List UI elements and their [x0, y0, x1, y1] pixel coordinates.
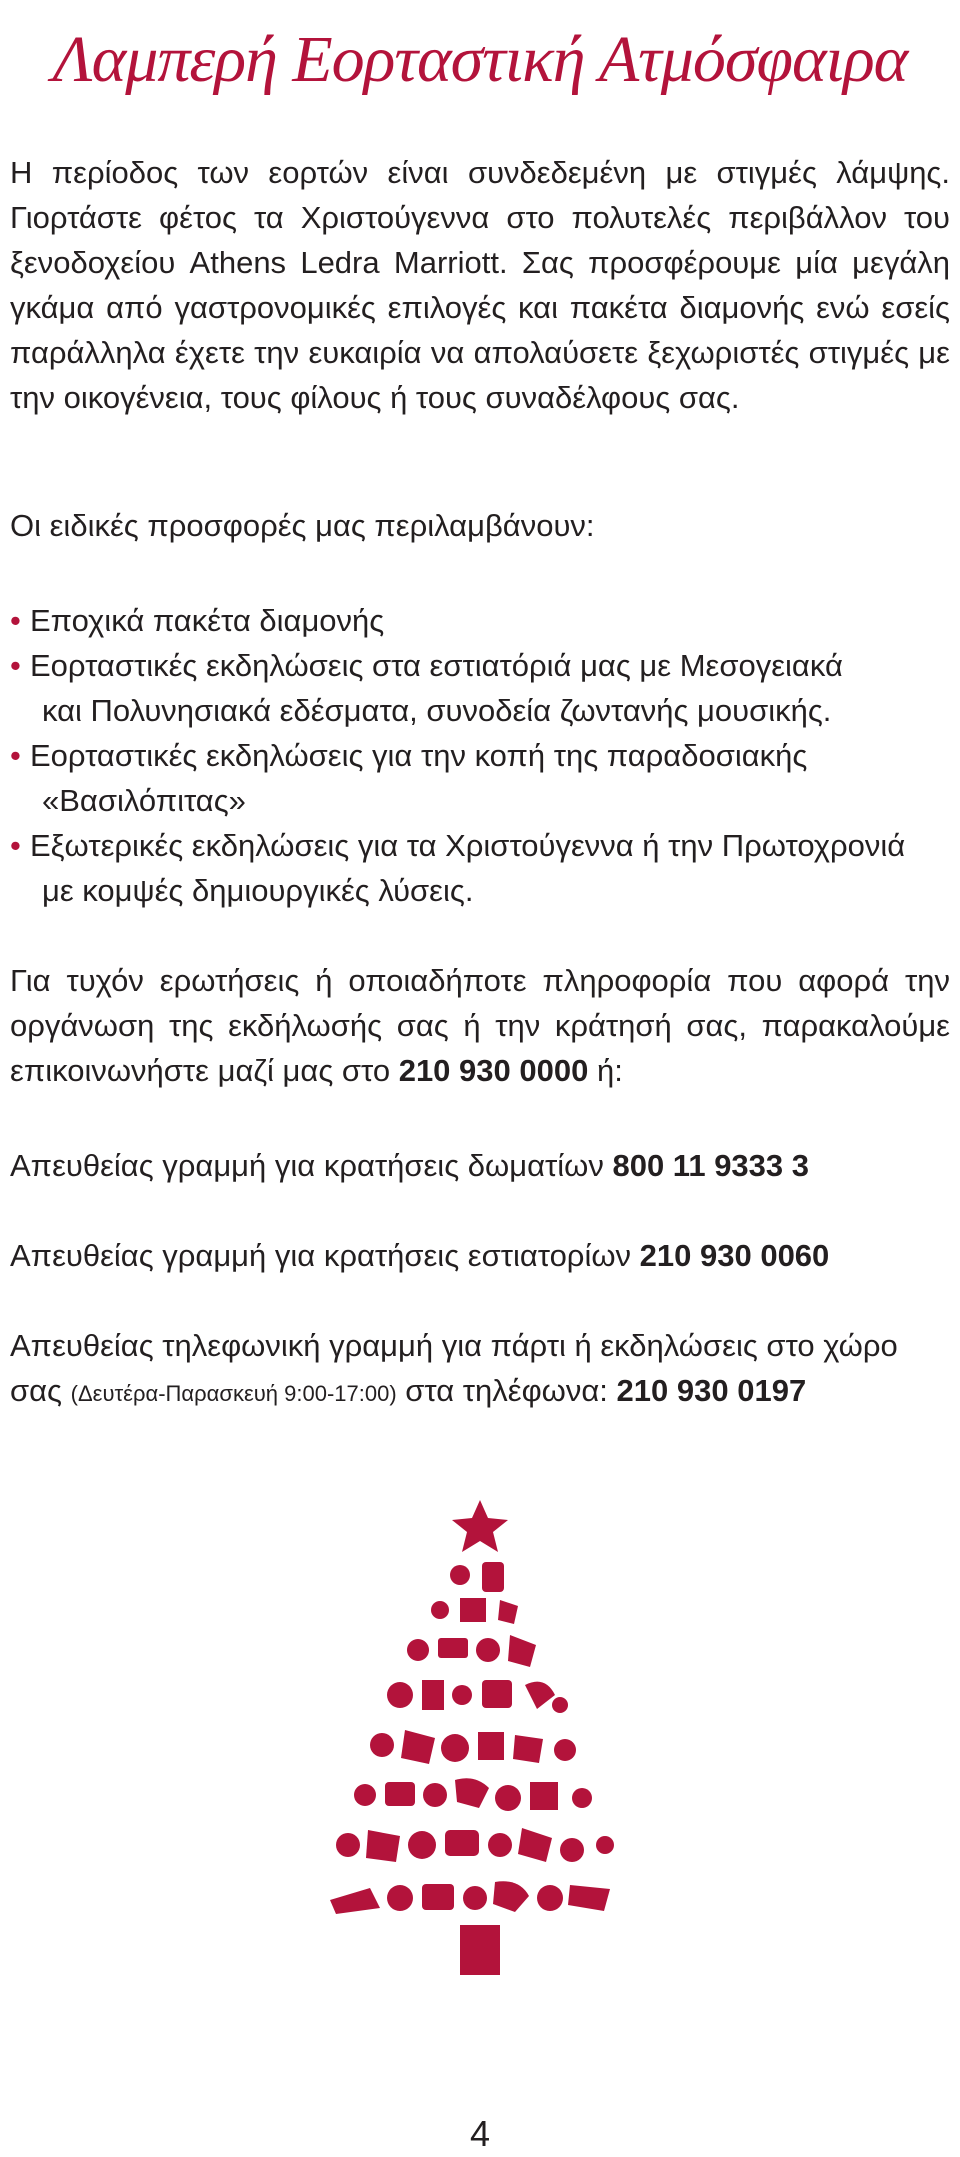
list-item	[10, 823, 950, 913]
restaurants-line-label: Απευθείας γραμμή για κρατήσεις εστιατορίων	[10, 1238, 632, 1273]
rooms-phone: 800 11 9333 3	[612, 1148, 810, 1183]
page-number: 4	[469, 2113, 491, 2154]
offer-text-continued: με κομψές δημιουργικές λύσεις.	[42, 873, 474, 908]
bullet-icon: •	[10, 738, 21, 773]
offer-text: Εορταστικές εκδηλώσεις για την κοπή της παραδοσιακής	[30, 738, 808, 773]
restaurants-line	[10, 1233, 950, 1278]
offer-text: Εποχικά πακέτα διαμονής	[30, 603, 385, 638]
party-line	[10, 1323, 950, 1416]
contact-text: Για τυχόν ερωτήσεις ή οποιαδήποτε πληροφορία που αφορά την οργάνωση της εκδήλωσής σας ή την κράτησή σας, παρακαλούμε επικοινωνήστε μαζί μας στο	[10, 963, 950, 1088]
bullet-icon: •	[10, 603, 21, 638]
rooms-line	[10, 1143, 950, 1188]
christmas-tree-icon	[310, 1500, 650, 2005]
contact-suffix: ή:	[596, 1053, 623, 1088]
party-line-label-3: στα τηλέφωνα:	[405, 1373, 608, 1408]
list-item	[10, 733, 950, 823]
rooms-line-label: Απευθείας γραμμή για κρατήσεις δωματίων	[10, 1148, 604, 1183]
party-hours: (Δευτέρα-Παρασκευή 9:00-17:00)	[70, 1381, 397, 1406]
intro-paragraph: Η περίοδος των εορτών είναι συνδεδεμένη με στιγμές λάμψης. Γιορτάστε φέτος τα Χριστούγεννα στο πολυτελές περιβάλλον του ξενοδοχείου Athens Ledra Marriott. Σας προσφέρουμε μία μεγάλη γκάμα από γαστρονομικές επιλογές και πακέτα διαμονής ενώ εσείς παράλληλα έχετε την ευκαιρία να απολαύσετε ξεχωριστές στιγμές με την οικογένεια, τους φίλους ή τους συναδέλφους σας.	[10, 155, 950, 415]
offers-heading: Οι ειδικές προσφορές μας περιλαμβάνουν:	[10, 508, 595, 543]
list-item	[10, 598, 950, 643]
party-line-label-2: σας	[10, 1373, 62, 1408]
contact-paragraph	[10, 958, 950, 1093]
offer-text-continued: «Βασιλόπιτας»	[42, 783, 246, 818]
bullet-icon: •	[10, 828, 21, 863]
offer-text: Εορταστικές εκδηλώσεις στα εστιατόριά μας με Μεσογειακά	[30, 648, 843, 683]
restaurants-phone: 210 930 0060	[639, 1238, 830, 1273]
offer-text: Εξωτερικές εκδηλώσεις για τα Χριστούγεννα ή την Πρωτοχρονιά	[30, 828, 906, 863]
offers-list	[10, 598, 950, 913]
offer-text-continued: και Πολυνησιακά εδέσματα, συνοδεία ζωντανής μουσικής.	[42, 693, 832, 728]
party-line-label: Απευθείας τηλεφωνική γραμμή για πάρτι ή εκδηλώσεις στο χώρο	[10, 1328, 898, 1363]
list-item	[10, 643, 950, 733]
party-phone: 210 930 0197	[616, 1373, 807, 1408]
main-phone: 210 930 0000	[398, 1053, 589, 1088]
bullet-icon: •	[10, 648, 21, 683]
page-title: Λαμπερή Εορταστική Ατμόσφαιρα	[52, 23, 908, 96]
